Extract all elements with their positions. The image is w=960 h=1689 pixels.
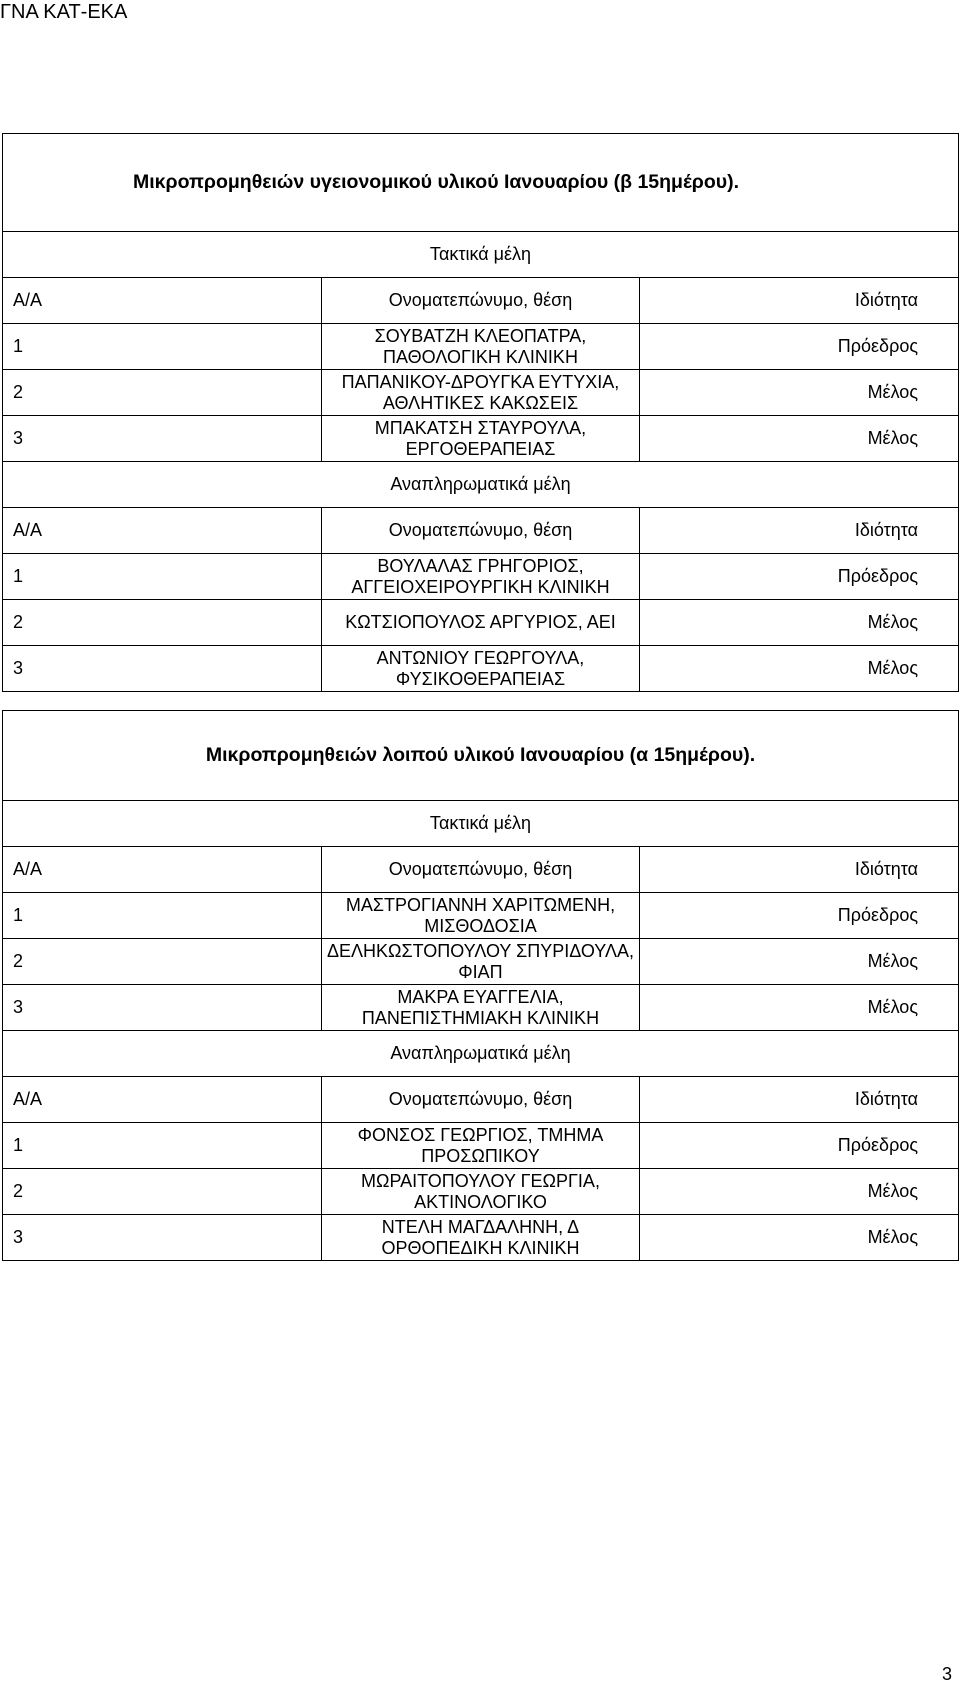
row-role: Μέλος	[640, 985, 959, 1031]
header-aa: Α/Α	[3, 508, 322, 554]
table-row	[3, 324, 959, 370]
table-row	[3, 939, 959, 985]
section-label-alternate: Αναπληρωματικά μέλη	[3, 1031, 959, 1077]
row-name: ΚΩΤΣΙΟΠΟΥΛΟΣ ΑΡΓΥΡΙΟΣ, ΑΕΙ	[321, 600, 640, 646]
row-role: Μέλος	[640, 646, 959, 692]
section-label-regular: Τακτικά μέλη	[3, 232, 959, 278]
row-number: 3	[3, 985, 322, 1031]
row-role: Πρόεδρος	[640, 554, 959, 600]
table-row	[3, 1169, 959, 1215]
row-name: ΜΠΑΚΑΤΣΗ ΣΤΑΥΡΟΥΛΑ, ΕΡΓΟΘΕΡΑΠΕΙΑΣ	[321, 416, 640, 462]
row-number: 1	[3, 324, 322, 370]
committee-table-1	[2, 133, 959, 692]
page-number: 3	[941, 1664, 952, 1684]
row-number: 2	[3, 1169, 322, 1215]
table-row	[3, 370, 959, 416]
table-row	[3, 416, 959, 462]
table-row	[3, 1123, 959, 1169]
row-role: Μέλος	[640, 939, 959, 985]
table-title: Μικροπρομηθειών υγειονομικού υλικού Ιανουαρίου (β 15ημέρου).	[3, 134, 959, 232]
header-aa: Α/Α	[3, 278, 322, 324]
header-role: Ιδιότητα	[640, 278, 959, 324]
row-number: 1	[3, 1123, 322, 1169]
table-title: Μικροπρομηθειών λοιπού υλικού Ιανουαρίου (α 15ημέρου).	[3, 711, 959, 801]
header-role: Ιδιότητα	[640, 847, 959, 893]
table-header-row	[3, 847, 959, 893]
row-number: 1	[3, 893, 322, 939]
header-name: Ονοματεπώνυμο, θέση	[321, 508, 640, 554]
row-name: ΝΤΕΛΗ ΜΑΓΔΑΛΗΝΗ, Δ ΟΡΘΟΠΕΔΙΚΗ ΚΛΙΝΙΚΗ	[321, 1215, 640, 1261]
committee-table-2	[2, 710, 959, 1261]
row-name: ΔΕΛΗΚΩΣΤΟΠΟΥΛΟΥ ΣΠΥΡΙΔΟΥΛΑ, ΦΙΑΠ	[321, 939, 640, 985]
row-role: Πρόεδρος	[640, 324, 959, 370]
row-number: 3	[3, 416, 322, 462]
row-number: 1	[3, 554, 322, 600]
row-number: 2	[3, 370, 322, 416]
row-role: Πρόεδρος	[640, 893, 959, 939]
table-row	[3, 893, 959, 939]
table-row	[3, 646, 959, 692]
header-aa: Α/Α	[3, 1077, 322, 1123]
row-role: Μέλος	[640, 600, 959, 646]
table-row	[3, 985, 959, 1031]
row-number: 2	[3, 600, 322, 646]
table-row	[3, 600, 959, 646]
row-name: ΒΟΥΛΑΛΑΣ ΓΡΗΓΟΡΙΟΣ, ΑΓΓΕΙΟΧΕΙΡΟΥΡΓΙΚΗ ΚΛΙΝΙΚΗ	[321, 554, 640, 600]
row-number: 2	[3, 939, 322, 985]
row-number: 3	[3, 646, 322, 692]
row-name: ΣΟΥΒΑΤΖΗ ΚΛΕΟΠΑΤΡΑ, ΠΑΘΟΛΟΓΙΚΗ ΚΛΙΝΙΚΗ	[321, 324, 640, 370]
row-role: Μέλος	[640, 1215, 959, 1261]
header-name: Ονοματεπώνυμο, θέση	[321, 278, 640, 324]
row-role: Μέλος	[640, 370, 959, 416]
row-role: Μέλος	[640, 1169, 959, 1215]
table-header-row	[3, 1077, 959, 1123]
row-role: Πρόεδρος	[640, 1123, 959, 1169]
table-header-row	[3, 278, 959, 324]
row-name: ΦΟΝΣΟΣ ΓΕΩΡΓΙΟΣ, ΤΜΗΜΑ ΠΡΟΣΩΠΙΚΟΥ	[321, 1123, 640, 1169]
row-name: ΠΑΠΑΝΙΚΟΥ-ΔΡΟΥΓΚΑ ΕΥΤΥΧΙΑ, ΑΘΛΗΤΙΚΕΣ ΚΑΚΩΣΕΙΣ	[321, 370, 640, 416]
row-name: ΜΑΚΡΑ ΕΥΑΓΓΕΛΙΑ, ΠΑΝΕΠΙΣΤΗΜΙΑΚΗ ΚΛΙΝΙΚΗ	[321, 985, 640, 1031]
header-name: Ονοματεπώνυμο, θέση	[321, 847, 640, 893]
header-aa: Α/Α	[3, 847, 322, 893]
row-name: ΜΩΡΑΙΤΟΠΟΥΛΟΥ ΓΕΩΡΓΙΑ, ΑΚΤΙΝΟΛΟΓΙΚΟ	[321, 1169, 640, 1215]
row-name: ΑΝΤΩΝΙΟΥ ΓΕΩΡΓΟΥΛΑ, ΦΥΣΙΚΟΘΕΡΑΠΕΙΑΣ	[321, 646, 640, 692]
row-name: ΜΑΣΤΡΟΓΙΑΝΝΗ ΧΑΡΙΤΩΜΕΝΗ, ΜΙΣΘΟΔΟΣΙΑ	[321, 893, 640, 939]
section-label-alternate: Αναπληρωματικά μέλη	[3, 462, 959, 508]
header-role: Ιδιότητα	[640, 508, 959, 554]
table-header-row	[3, 508, 959, 554]
header-fragment: ΓΝΑ ΚΑΤ-ΕΚΑ	[0, 1, 128, 23]
row-number: 3	[3, 1215, 322, 1261]
section-label-regular: Τακτικά μέλη	[3, 801, 959, 847]
header-name: Ονοματεπώνυμο, θέση	[321, 1077, 640, 1123]
table-row	[3, 1215, 959, 1261]
row-role: Μέλος	[640, 416, 959, 462]
header-role: Ιδιότητα	[640, 1077, 959, 1123]
table-row	[3, 554, 959, 600]
